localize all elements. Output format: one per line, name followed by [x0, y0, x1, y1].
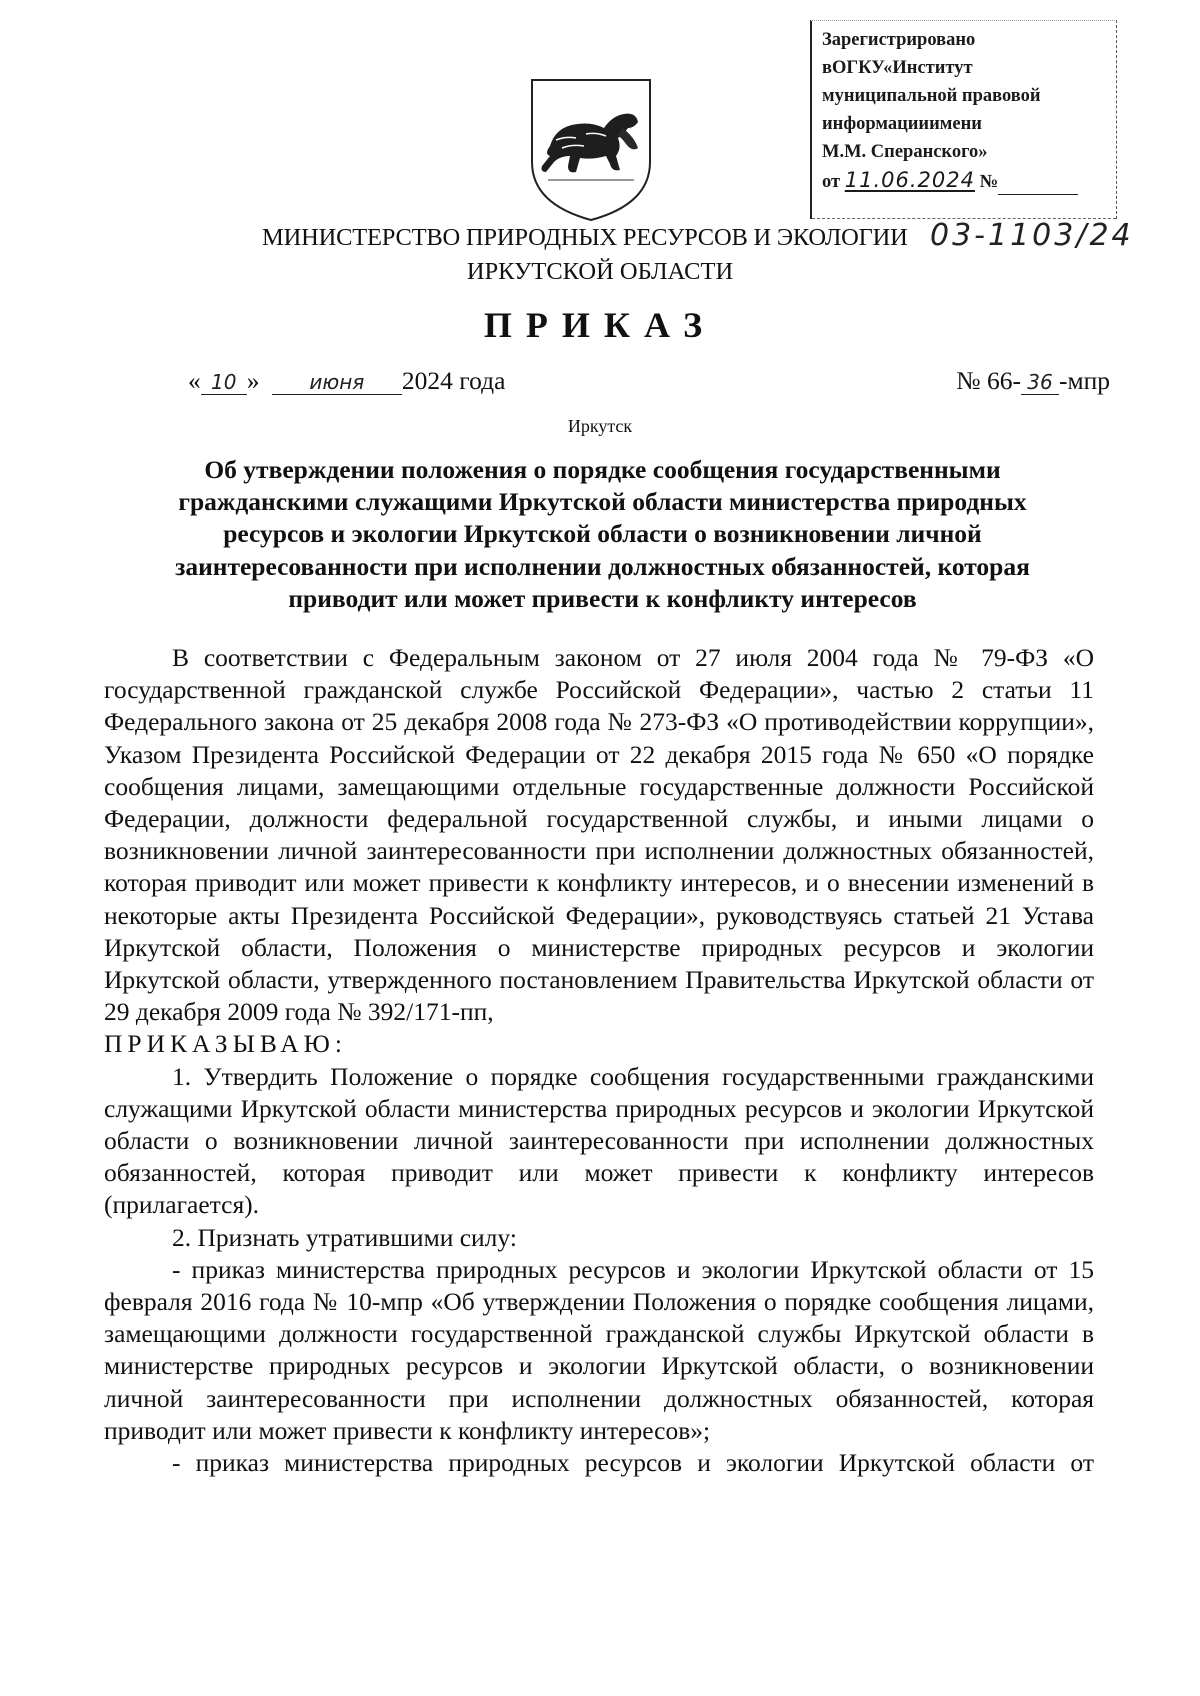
- stamp-line: вОГКУ«Институт: [822, 58, 973, 78]
- stamp-date-prefix: от: [822, 172, 841, 192]
- handwritten-month: июня: [272, 370, 402, 395]
- document-body: [104, 642, 1094, 1479]
- order-heading: ПРИКАЗ: [483, 305, 717, 345]
- stamp-number-label: №: [979, 172, 999, 192]
- document-title: Об утверждении положения о порядке сообщения государственными гражданскими служащими Иркутской области министерства природных ресурсов и экологии Иркутской области о возникновении личной заинтересованности при исполнении должностных обязанностей, которая приводит или может привести к конфликту интересов: [175, 455, 1030, 613]
- preamble-paragraph: В соответствии с Федеральным законом от 27 июля 2004 года № 79-ФЗ «О государственной гражданской службе Российской Федерации», частью 2 статьи 11 Федерального закона от 25 декабря 2008 года № 273-ФЗ «О противодействии коррупции», Указом Президента Российской Федерации от 22 декабря 2015 года № 650 «О порядке сообщения лицами, замещающими отдельные государственные должности Российской Федерации, должности федеральной государственной службы, и иными лицами о возникновении личной заинтересованности при исполнении должностных обязанностей, которая приводит или может привести к конфликту интересов, и о внесении изменений в некоторые акты Президента Российской Федерации», руководствуясь статьей 21 Устава Иркутской области, Положения о министерстве природных ресурсов и экологии Иркутской области, утвержденного постановлением Правительства Иркутской области от 29 декабря 2009 года № 392/171-пп,: [104, 643, 1094, 1027]
- coat-of-arms-emblem: [526, 76, 656, 224]
- stamp-number-blank: [998, 176, 1078, 195]
- handwritten-order-number: 36: [1021, 370, 1059, 395]
- stamp-line: муниципальной правовой: [822, 86, 1041, 106]
- registration-stamp: [810, 20, 1117, 219]
- item-2-paragraph: 2. Признать утратившими силу:: [172, 1222, 517, 1252]
- order-date: [188, 366, 505, 396]
- handwritten-day: 10: [201, 370, 247, 395]
- date-open-quote: «: [188, 366, 201, 395]
- order-number-suffix: -мпр: [1058, 366, 1110, 395]
- decree-word: ПРИКАЗЫВАЮ:: [104, 1029, 347, 1059]
- stamp-line: информацииимени: [822, 114, 982, 134]
- order-number: [956, 366, 1110, 396]
- order-number-prefix: № 66-: [956, 366, 1021, 395]
- ministry-name-line2: ИРКУТСКОЙ ОБЛАСТИ: [466, 258, 734, 285]
- item-2-subitem-1: - приказ министерства природных ресурсов и экологии Иркутской области от 15 февраля 2016 года № 10-мпр «Об утверждении Положения о порядке сообщения лицами, замещающими должности государственной гражданской службы Иркутской области в министерстве природных ресурсов и экологии Иркутской области, о возникновении личной заинтересованности при исполнении должностных обязанностей, которая приводит или может привести к конфликту интересов»;: [104, 1254, 1094, 1445]
- city-name: Иркутск: [567, 416, 633, 436]
- handwritten-registration-number: 03-1103/24: [930, 218, 1134, 253]
- ministry-name-line1: МИНИСТЕРСТВО ПРИРОДНЫХ РЕСУРСОВ И ЭКОЛОГИИ: [262, 224, 908, 251]
- stamp-date-line: [822, 167, 1108, 195]
- stamp-line: М.М. Сперанского»: [822, 142, 988, 162]
- date-close-quote: »: [246, 366, 260, 395]
- item-2-subitem-2: - приказ министерства природных ресурсов и экологии Иркутской области от: [172, 1448, 1094, 1478]
- order-year: 2024 года: [401, 366, 506, 395]
- item-1-paragraph: 1. Утвердить Положение о порядке сообщения государственными гражданскими служащими Иркутской области министерства природных ресурсов и экологии Иркутской области о возникновении личной заинтересованности при исполнении должностных обязанностей, которая приводит или может привести к конфликту интересов (прилагается).: [104, 1061, 1094, 1220]
- stamp-line: Зарегистрировано: [822, 30, 976, 50]
- stamp-handwritten-date: 11.06.2024: [844, 168, 975, 192]
